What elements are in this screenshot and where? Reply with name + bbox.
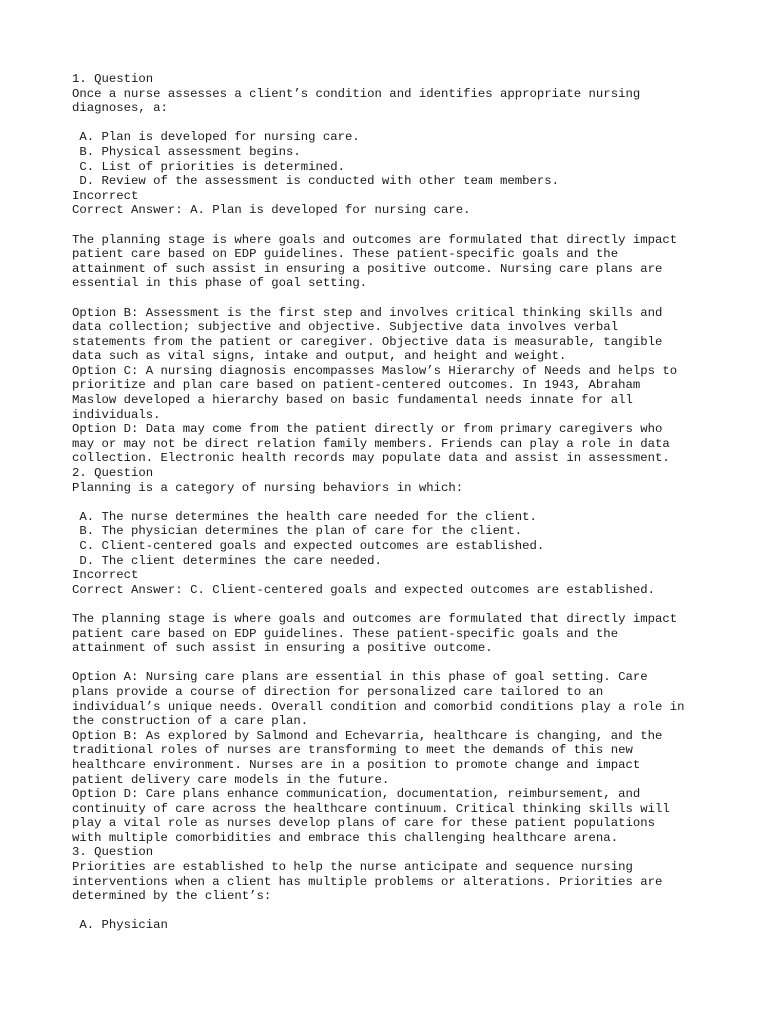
blank-line <box>72 495 712 510</box>
answer-option: A. Physician <box>72 918 168 933</box>
text-line: patient care based on EDP guidelines. These patient-specific goals and the <box>72 247 619 262</box>
question-number: 2. Question <box>72 466 154 481</box>
text-line: may or may not be direct relation family members. Friends can play a role in data <box>72 436 670 451</box>
answer-option: A. Plan is developed for nursing care. <box>72 130 360 145</box>
answer-option: A. The nurse determines the health care needed for the client. <box>72 509 537 524</box>
option-explanation: Option B: As explored by Salmond and Echevarria, healthcare is changing, and the <box>72 728 663 743</box>
text-line: with multiple comorbidities and embrace this challenging healthcare arena. <box>72 830 619 845</box>
answer-option: B. Physical assessment begins. <box>72 144 301 159</box>
text-line: plans provide a course of direction for personalized care tailored to an <box>72 684 604 699</box>
text-line: patient care based on EDP guidelines. These patient-specific goals and the <box>72 626 619 641</box>
text-line: traditional roles of nurses are transforming to meet the demands of this new <box>72 743 633 758</box>
text-line: patient delivery care models in the future. <box>72 772 390 787</box>
answer-option: D. Review of the assessment is conducted with other team members. <box>72 174 560 189</box>
question-number: 3. Question <box>72 845 154 860</box>
text-line: data collection; subjective and objective. Subjective data involves verbal <box>72 320 619 335</box>
text-line: determined by the client’s: <box>72 889 272 904</box>
blank-line <box>72 218 712 233</box>
result-status: Incorrect <box>72 188 139 203</box>
blank-line <box>72 904 712 919</box>
document-body <box>72 72 712 933</box>
text-line: prioritize and plan care based on patient-centered outcomes. In 1943, Abraham <box>72 378 641 393</box>
text-line: healthcare environment. Nurses are in a position to promote change and impact <box>72 757 641 772</box>
option-explanation: Option B: Assessment is the first step and involves critical thinking skills and <box>72 305 663 320</box>
text-line: Maslow developed a hierarchy based on basic fundamental needs innate for all <box>72 393 633 408</box>
text-line: essential in this phase of goal setting. <box>72 276 368 291</box>
correct-answer: Correct Answer: C. Client-centered goals and expected outcomes are established. <box>72 582 655 597</box>
result-status: Incorrect <box>72 568 139 583</box>
text-line: The planning stage is where goals and outcomes are formulated that directly impact <box>72 611 678 626</box>
text-line: Planning is a category of nursing behaviors in which: <box>72 480 464 495</box>
text-line: statements from the patient or caregiver. Objective data is measurable, tangible <box>72 334 663 349</box>
text-line: Priorities are established to help the nurse anticipate and sequence nursing <box>72 860 633 875</box>
option-explanation: Option D: Care plans enhance communication, documentation, reimbursement, and <box>72 787 641 802</box>
blank-line <box>72 597 712 612</box>
text-line: The planning stage is where goals and outcomes are formulated that directly impact <box>72 232 678 247</box>
text-line: interventions when a client has multiple problems or alterations. Priorities are <box>72 874 663 889</box>
answer-option: B. The physician determines the plan of care for the client. <box>72 524 523 539</box>
text-line: diagnoses, a: <box>72 101 168 116</box>
text-line: attainment of such assist in ensuring a positive outcome. Nursing care plans are <box>72 261 663 276</box>
answer-option: C. Client-centered goals and expected outcomes are established. <box>72 539 545 553</box>
text-line: the construction of a care plan. <box>72 714 309 729</box>
option-explanation: Option A: Nursing care plans are essential in this phase of goal setting. Care <box>72 670 648 685</box>
option-explanation: Option D: Data may come from the patient directly or from primary caregivers who <box>72 422 663 437</box>
blank-line <box>72 116 712 131</box>
blank-line <box>72 656 712 671</box>
correct-answer: Correct Answer: A. Plan is developed for nursing care. <box>72 203 471 218</box>
text-line: continuity of care across the healthcare continuum. Critical thinking skills will <box>72 801 670 816</box>
text-line: data such as vital signs, intake and output, and height and weight. <box>72 349 567 364</box>
text-line: attainment of such assist in ensuring a positive outcome. <box>72 641 493 656</box>
text-line: collection. Electronic health records may populate data and assist in assessment. <box>72 451 670 466</box>
text-line: play a vital role as nurses develop plans of care for these patient populations <box>72 816 655 831</box>
text-line: individual’s unique needs. Overall condition and comorbid conditions play a role in <box>72 699 685 714</box>
answer-option: C. List of priorities is determined. <box>72 159 346 174</box>
question-number: 1. Question <box>72 72 154 86</box>
blank-line <box>72 291 712 306</box>
answer-option: D. The client determines the care needed. <box>72 553 382 568</box>
option-explanation: Option C: A nursing diagnosis encompasses Maslow’s Hierarchy of Needs and helps to <box>72 363 678 378</box>
text-line: Once a nurse assesses a client’s condition and identifies appropriate nursing <box>72 86 641 101</box>
text-line: individuals. <box>72 407 161 422</box>
